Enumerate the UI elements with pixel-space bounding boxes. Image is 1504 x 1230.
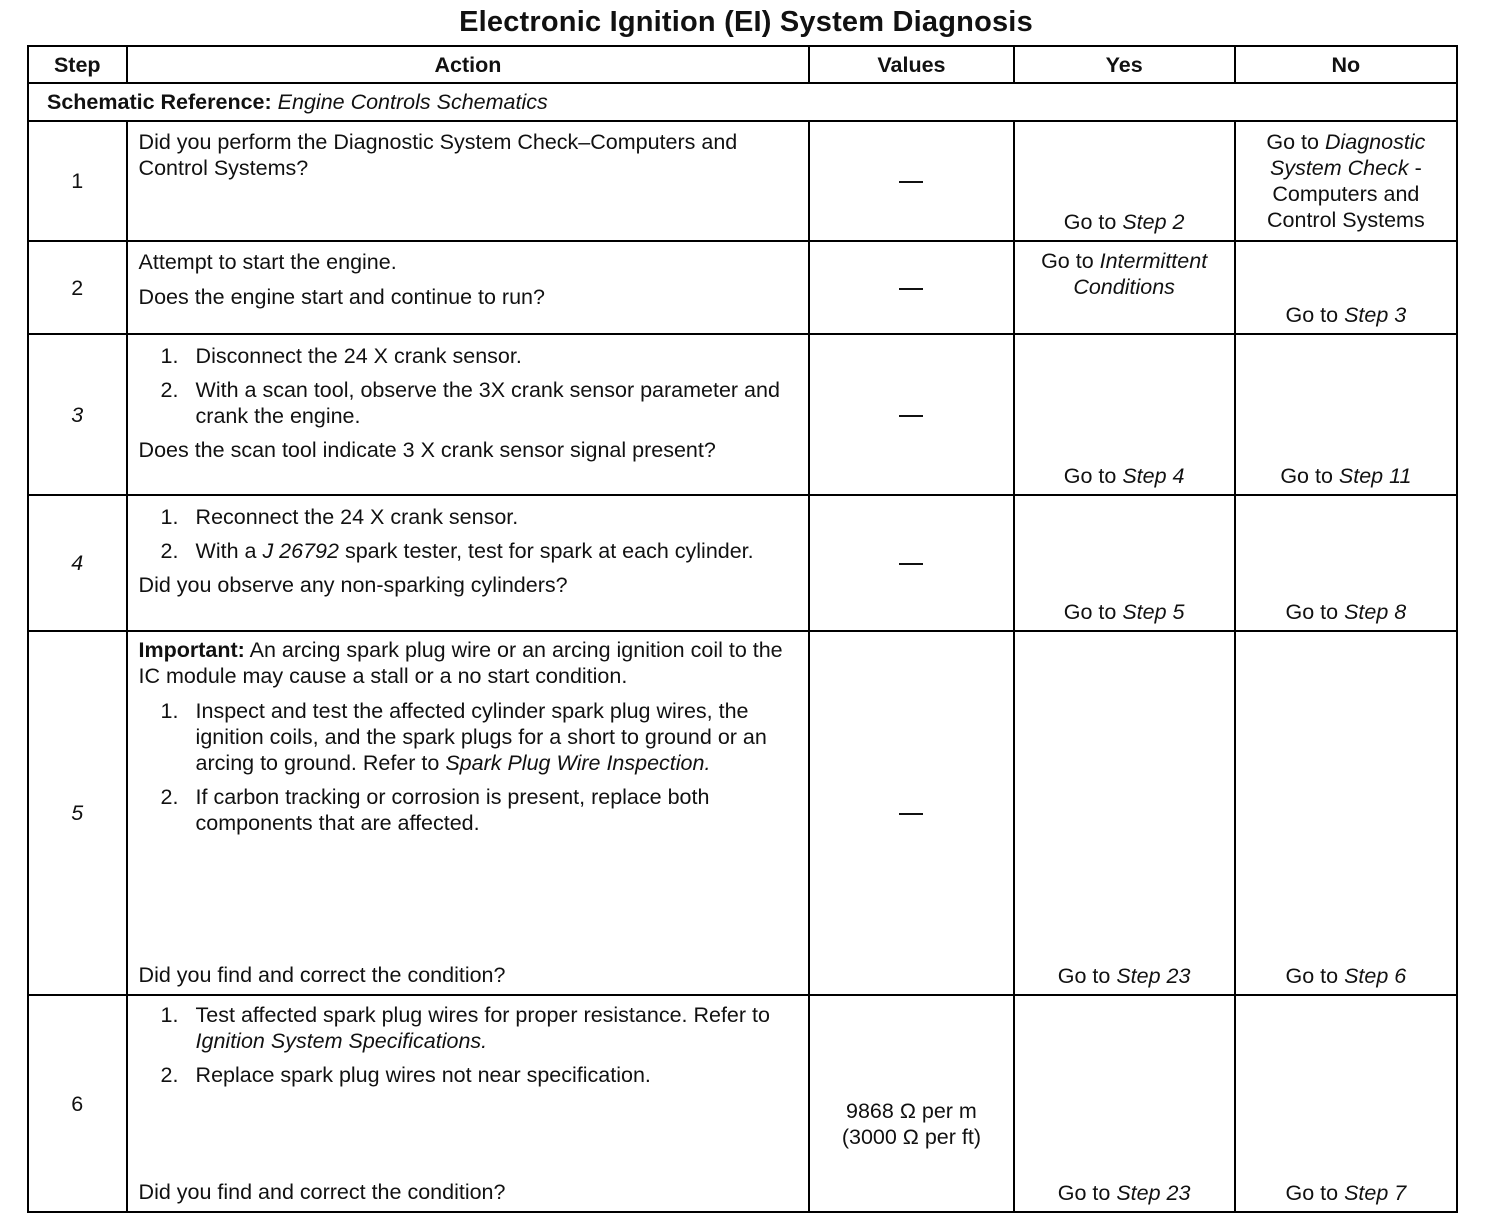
no-prefix: Go to xyxy=(1266,130,1325,154)
yes-link[interactable]: Step 4 xyxy=(1122,464,1185,488)
step-number: 4 xyxy=(28,495,127,631)
no-link[interactable]: Step 11 xyxy=(1338,464,1412,488)
action-step-item: 2. With a J 26792 spark tester, test for spark at each cylinder. xyxy=(160,539,754,563)
action-step-item: 1. Disconnect the 24 X crank sensor. xyxy=(160,344,522,368)
schematic-reference-row xyxy=(28,83,1457,121)
action-cell xyxy=(127,334,810,495)
schematic-reference xyxy=(28,83,1457,121)
yes-prefix: Go to xyxy=(1063,210,1123,234)
yes-link[interactable]: Intermittent Conditions xyxy=(1073,249,1208,299)
yes-cell xyxy=(1014,121,1235,241)
no-link[interactable]: Step 3 xyxy=(1344,303,1407,327)
no-link[interactable]: Step 8 xyxy=(1344,600,1407,624)
no-suffix: - Computers and Control Systems xyxy=(1267,156,1425,232)
action-step-item: 2. If carbon tracking or corrosion is present, replace both components that are affected. xyxy=(160,785,710,835)
values-cell xyxy=(809,631,1013,995)
header-action: Action xyxy=(127,46,810,83)
values-cell xyxy=(809,241,1013,334)
yes-link[interactable]: Step 23 xyxy=(1116,1181,1191,1205)
no-link[interactable]: Diagnostic System Check xyxy=(1269,130,1426,180)
action-cell xyxy=(127,631,810,995)
action-step-item: 1. Inspect and test the affected cylinder spark plug wires, the ignition coils, and the spark plugs for a short to ground or an arcing to ground. Refer to Spark Plug Wire Inspection. xyxy=(160,699,767,775)
resistance-imperial: (3000 Ω per ft) xyxy=(841,1124,982,1149)
action-question: Did you find and correct the condition? xyxy=(138,1180,506,1204)
table-row xyxy=(28,495,1457,631)
no-cell xyxy=(1235,995,1457,1212)
header-values: Values xyxy=(809,46,1013,83)
action-step-item: 1. Test affected spark plug wires for proper resistance. Refer to Ignition System Specifications. xyxy=(160,1003,770,1053)
no-cell xyxy=(1235,334,1457,495)
action-step-item: 2. Replace spark plug wires not near specification. xyxy=(160,1063,651,1087)
action-line: Attempt to start the engine. xyxy=(138,250,397,274)
yes-prefix: Go to xyxy=(1057,1181,1117,1205)
important-note: Important: An arcing spark plug wire or an arcing ignition coil to the IC module may cause a stall or a no start condition. xyxy=(138,638,783,688)
yes-link[interactable]: Step 2 xyxy=(1122,210,1185,234)
no-prefix: Go to xyxy=(1285,600,1345,624)
values-cell xyxy=(809,121,1013,241)
values-cell xyxy=(809,495,1013,631)
step-number: 6 xyxy=(28,995,127,1212)
schematic-reference-link[interactable]: Engine Controls Schematics xyxy=(277,90,548,114)
yes-cell xyxy=(1014,995,1235,1212)
step-number: 2 xyxy=(28,241,127,334)
tool-reference: J 26792 xyxy=(262,539,339,563)
no-link[interactable]: Step 6 xyxy=(1344,964,1407,988)
no-cell xyxy=(1235,241,1457,334)
values-dash xyxy=(899,181,923,183)
no-cell xyxy=(1235,121,1457,241)
action-cell xyxy=(127,241,810,334)
diagnosis-table xyxy=(27,45,1458,1213)
yes-link[interactable]: Step 23 xyxy=(1116,964,1191,988)
yes-prefix: Go to xyxy=(1041,249,1100,273)
table-row xyxy=(28,121,1457,241)
values-cell xyxy=(809,334,1013,495)
no-prefix: Go to xyxy=(1285,303,1345,327)
values-dash xyxy=(899,288,923,290)
action-steps xyxy=(139,504,799,564)
no-prefix: Go to xyxy=(1285,1181,1345,1205)
page-title: Electronic Ignition (EI) System Diagnosis xyxy=(459,6,1033,38)
action-steps xyxy=(139,698,799,836)
values-dash xyxy=(899,563,923,565)
values-cell xyxy=(809,995,1013,1212)
yes-cell xyxy=(1014,334,1235,495)
yes-cell xyxy=(1014,241,1235,334)
action-question: Does the engine start and continue to run? xyxy=(138,285,545,309)
action-question: Did you find and correct the condition? xyxy=(138,963,506,987)
no-prefix: Go to xyxy=(1280,464,1339,488)
action-cell xyxy=(127,995,810,1212)
yes-prefix: Go to xyxy=(1063,600,1123,624)
no-prefix: Go to xyxy=(1285,964,1345,988)
action-question: Did you observe any non-sparking cylinders? xyxy=(138,573,568,597)
step-number: 3 xyxy=(28,334,127,495)
yes-cell xyxy=(1014,631,1235,995)
action-cell xyxy=(127,495,810,631)
header-step: Step xyxy=(28,46,127,83)
action-cell xyxy=(127,121,810,241)
table-row xyxy=(28,995,1457,1212)
action-step-item: 2. With a scan tool, observe the 3X crank sensor parameter and crank the engine. xyxy=(160,378,780,428)
no-link[interactable]: Step 7 xyxy=(1344,1181,1407,1205)
yes-prefix: Go to xyxy=(1063,464,1123,488)
header-yes: Yes xyxy=(1014,46,1235,83)
schematic-reference-label: Schematic Reference: xyxy=(47,90,272,114)
yes-prefix: Go to xyxy=(1057,964,1117,988)
action-question: Does the scan tool indicate 3 X crank sensor signal present? xyxy=(138,438,716,462)
reference-link[interactable]: Spark Plug Wire Inspection. xyxy=(445,751,711,775)
no-cell xyxy=(1235,631,1457,995)
values-dash xyxy=(899,415,923,417)
table-row xyxy=(28,631,1457,995)
yes-link[interactable]: Step 5 xyxy=(1122,600,1185,624)
header-no: No xyxy=(1235,46,1457,83)
step-number: 1 xyxy=(28,121,127,241)
action-step-item: 1. Reconnect the 24 X crank sensor. xyxy=(160,505,519,529)
resistance-metric: 9868 Ω per m xyxy=(846,1098,977,1123)
table-row xyxy=(28,334,1457,495)
reference-link[interactable]: Ignition System Specifications. xyxy=(195,1029,488,1053)
yes-cell xyxy=(1014,495,1235,631)
action-steps xyxy=(139,1002,799,1088)
step-number: 5 xyxy=(28,631,127,995)
table-row xyxy=(28,241,1457,334)
header-row xyxy=(28,46,1457,83)
action-steps xyxy=(139,343,799,429)
action-question: Did you perform the Diagnostic System Check–Computers and Control Systems? xyxy=(138,130,738,180)
values-dash xyxy=(899,813,923,815)
no-cell xyxy=(1235,495,1457,631)
